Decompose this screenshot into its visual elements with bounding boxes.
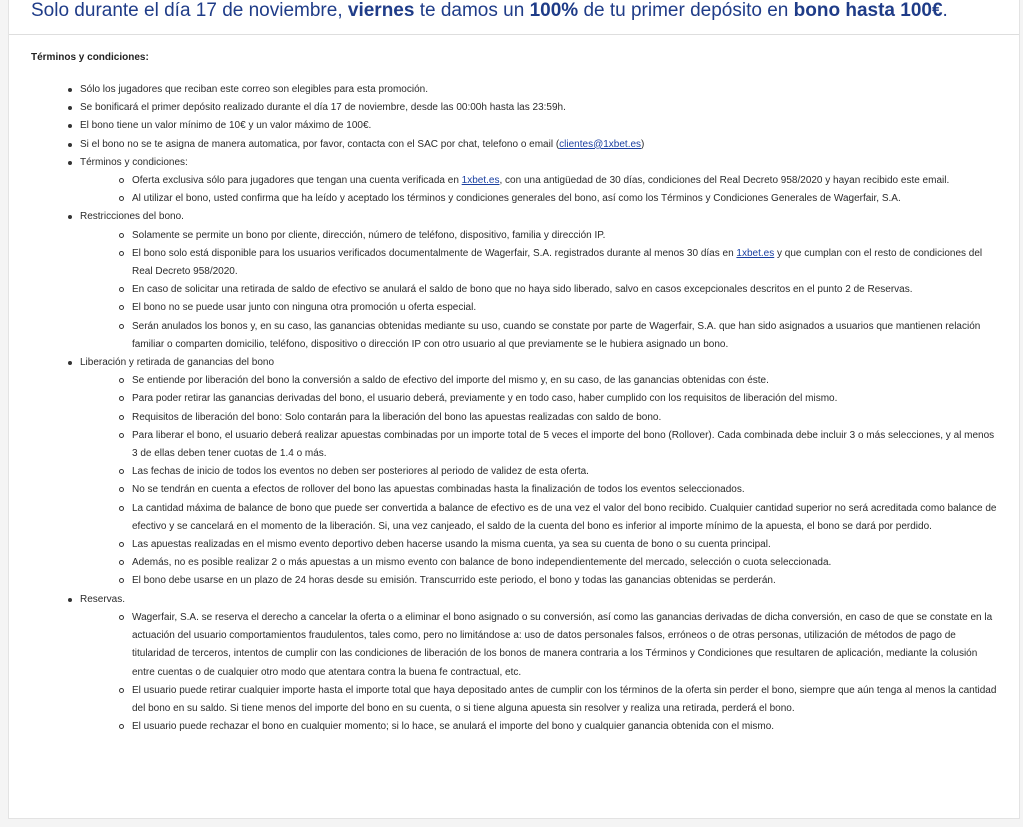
sublist-item: Para poder retirar las ganancias derivadas del bono, el usuario deberá, previamente y en todo caso, haber cumplido con los requisitos de liberación del mismo. — [132, 390, 1019, 408]
item-text: El bono solo está disponible para los usuarios verificados documentalmente de Wagerfair, S.A. registrados durante al menos 30 días en — [132, 247, 737, 259]
sublist — [80, 227, 1019, 354]
sublist — [80, 372, 1019, 590]
sublist-item: Las apuestas realizadas en el mismo evento deportivo deben hacerse usando la misma cuenta, ya sea su cuenta de bono o su cuenta principal. — [132, 536, 1019, 554]
sublist-item — [132, 172, 1019, 190]
sublist-item: Se entiende por liberación del bono la conversión a saldo de efectivo del importe del mismo y, en su caso, de las ganancias obtenidas con éste. — [132, 372, 1019, 390]
sublist-item: Wagerfair, S.A. se reserva el derecho a cancelar la oferta o a eliminar el bono asignado o su conversión, así como las ganancias derivadas de dicha conversión, en caso de que se constate en la actuación del usuario comportamientos fraudulentos, tales como, pero no limitándose a: uso de datos personales falsos, erróneos o de otras personas, utilización de métodos de pago de titularidad de terceros, intentos de cumplir con las condiciones de liberación de los bonos de manera contraria a los Términos y Condiciones que resultaren de aplicación, mediante la colusión entre cuentas o de cualquier otro modo que atentara contra la buena fe contractual, etc. — [132, 609, 1019, 682]
list-item — [80, 136, 1019, 154]
item-text: Si el bono no se te asigna de manera automatica, por favor, contacta con el SAC por chat, telefono o email ( — [80, 138, 560, 150]
headline-text: . — [942, 0, 948, 21]
sublist-item: Requisitos de liberación del bono: Solo contarán para la liberación del bono las apuestas realizadas con saldo de bono. — [132, 409, 1019, 427]
sublist — [80, 609, 1019, 736]
section-label: Términos y condiciones: — [80, 156, 188, 168]
item-text: , con una antigüedad de 30 días, condiciones del Real Decreto 958/2020 y hayan recibido este email. — [499, 175, 950, 187]
sublist-item: Al utilizar el bono, usted confirma que ha leído y aceptado los términos y condiciones generales del bono, así como los Términos y Condiciones Generales de Wagerfair, S.A. — [132, 190, 1019, 208]
sublist-item: El usuario puede retirar cualquier importe hasta el importe total que haya depositado antes de cumplir con los términos de la oferta sin perder el bono, siempre que aún tenga al menos la cantidad del bono en su saldo. Si tiene menos del importe del bono en su cuenta, o si tiene alguna apuesta sin resolver y realiza una retirada, perderá el bono. — [132, 682, 1019, 718]
list-item — [80, 354, 1019, 591]
item-text: y que cumplan con el resto de condiciones del Real Decreto 958/2020. — [132, 247, 983, 278]
sublist-item: Para liberar el bono, el usuario deberá realizar apuestas combinadas por un importe total de 5 veces el importe del bono (Rollover). Cada combinada debe incluir 3 o más selecciones, y al menos 3 de ellas deben tener cuotas de 1.4 o más. — [132, 427, 1019, 463]
sublist-item: Las fechas de inicio de todos los eventos no deben ser posteriores al periodo de validez de esta oferta. — [132, 463, 1019, 481]
terms-title: Términos y condiciones: — [31, 52, 149, 63]
site-link[interactable]: 1xbet.es — [461, 175, 500, 187]
item-text: Oferta exclusiva sólo para jugadores que tengan una cuenta verificada en — [132, 175, 462, 187]
list-item — [80, 591, 1019, 737]
sublist-item: En caso de solicitar una retirada de saldo de efectivo se anulará el saldo de bono que no haya sido liberado, salvo en casos excepcionales descritos en el punto 2 de Reservas. — [132, 281, 1019, 299]
section-label: Liberación y retirada de ganancias del bono — [80, 357, 275, 369]
list-item: Sólo los jugadores que reciban este correo son elegibles para esta promoción. — [80, 81, 1019, 99]
promo-headline — [9, 0, 1019, 22]
sublist-item: El bono no se puede usar junto con ninguna otra promoción u oferta especial. — [132, 299, 1019, 317]
email-link[interactable]: clientes@1xbet.es — [559, 138, 642, 150]
sublist-item: Solamente se permite un bono por cliente, dirección, número de teléfono, dispositivo, familia y dirección IP. — [132, 227, 1019, 245]
headline-text: de tu primer depósito en — [578, 0, 794, 21]
headline-bold-bonus: bono hasta 100€ — [793, 0, 943, 21]
list-item — [80, 154, 1019, 209]
sublist — [80, 172, 1019, 208]
headline-bold-percent: 100% — [529, 0, 579, 21]
item-text: ) — [641, 138, 645, 150]
section-label: Restricciones del bono. — [80, 211, 184, 223]
headline-text: Solo durante el día 17 de noviembre, — [31, 0, 348, 21]
sublist-item: Además, no es posible realizar 2 o más apuestas a un mismo evento con balance de bono independientemente del mercado, selección o cuota seleccionada. — [132, 554, 1019, 572]
divider — [9, 34, 1019, 35]
site-link[interactable]: 1xbet.es — [736, 247, 775, 259]
sublist-item — [132, 245, 1019, 281]
email-body — [8, 0, 1020, 819]
headline-text: te damos un — [414, 0, 530, 21]
list-item — [80, 208, 1019, 354]
list-item: El bono tiene un valor mínimo de 10€ y un valor máximo de 100€. — [80, 117, 1019, 135]
sublist-item: Serán anulados los bonos y, en su caso, las ganancias obtenidas mediante su uso, cuando se constate por parte de Wagerfair, S.A. que han sido asignados a usuarios que mantienen relación familiar o comparten domicilio, teléfono, dispositivo o dirección IP con otro usuario al que previamente se le hubiera asignado un bono. — [132, 318, 1019, 354]
headline-bold-day: viernes — [347, 0, 415, 21]
sublist-item: El bono debe usarse en un plazo de 24 horas desde su emisión. Transcurrido este periodo, el bono y todas las ganancias obtenidas se perderán. — [132, 572, 1019, 590]
terms-list — [9, 81, 1019, 736]
list-item: Se bonificará el primer depósito realizado durante el día 17 de noviembre, desde las 00:00h hasta las 23:59h. — [80, 99, 1019, 117]
sublist-item: El usuario puede rechazar el bono en cualquier momento; si lo hace, se anulará el importe del bono y cualquier ganancia obtenida con el mismo. — [132, 718, 1019, 736]
sublist-item: La cantidad máxima de balance de bono que puede ser convertida a balance de efectivo es de una vez el valor del bono recibido. Cualquier cantidad superior no será acreditada como balance de efectivo y se cancelará en el momento de la liberación. Si, una vez canjeado, el saldo de la cuenta del bono es inferior al importe mínimo de la apuesta, el bono se dará por perdido. — [132, 500, 1019, 536]
section-label: Reservas. — [80, 593, 126, 605]
sublist-item: No se tendrán en cuenta a efectos de rollover del bono las apuestas combinadas hasta la finalización de todos los eventos seleccionados. — [132, 481, 1019, 499]
